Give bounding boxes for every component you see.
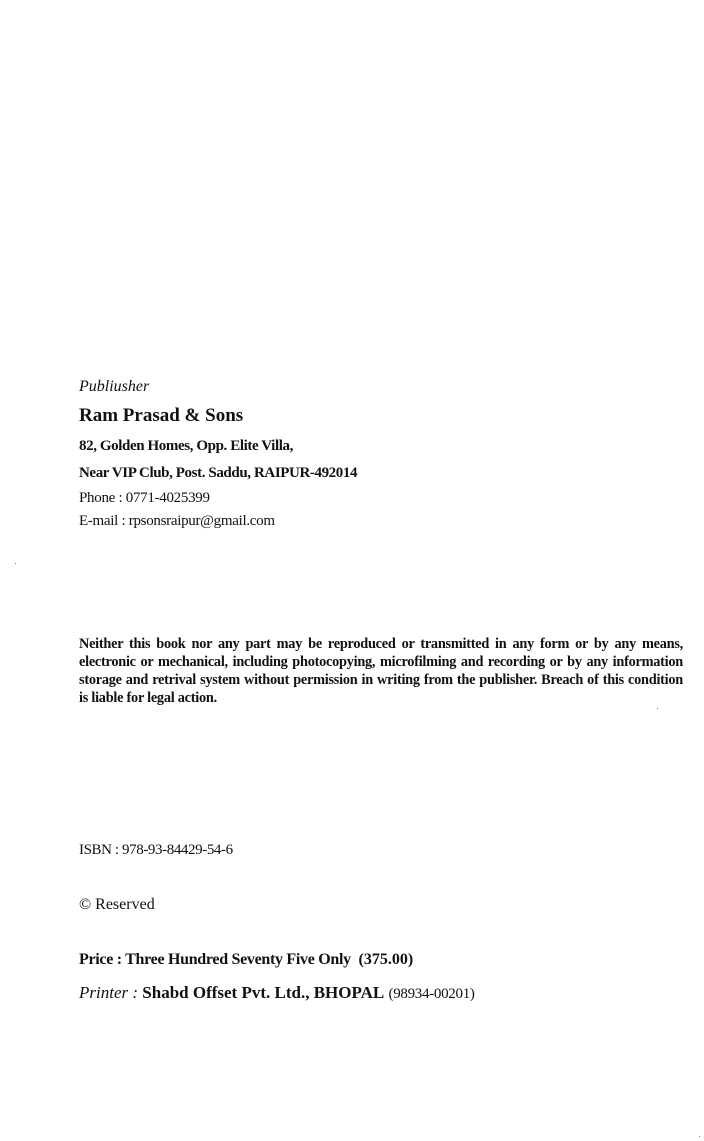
publisher-label: Publiusher [79,378,150,395]
isbn: ISBN : 978-93-84429-54-6 [79,842,233,858]
price-line [79,951,413,969]
publisher-email: E-mail : rpsonsraipur@gmail.com [79,513,275,529]
scan-speck [657,708,658,709]
scan-speck [15,563,16,564]
scan-speck [699,1136,700,1137]
rights-reserved: © Reserved [79,896,155,913]
publisher-phone: Phone : 0771-4025399 [79,490,210,506]
copyright-notice: Neither this book nor any part may be reproduced or transmitted in any form or by any means, electronic or mechanical, including photocopying, microfilming and recording or by any information storage and retrival system without permission in writing from the publisher. Breach of this condition is liable for legal action. [79,636,683,706]
printer-phone: (98934-00201) [388,986,475,1002]
publisher-address-line2: Near VIP Club, Post. Saddu, RAIPUR-492014 [79,465,358,481]
publisher-name: Ram Prasad & Sons [79,405,244,426]
printer-label: Printer : [79,983,139,1002]
price-text: Price : Three Hundred Seventy Five Only [79,951,351,968]
printer-line [79,983,475,1003]
price-amount: (375.00) [358,951,414,968]
printer-name: Shabd Offset Pvt. Ltd., BHOPAL [142,983,385,1002]
publisher-address-line1: 82, Golden Homes, Opp. Elite Villa, [79,438,293,454]
